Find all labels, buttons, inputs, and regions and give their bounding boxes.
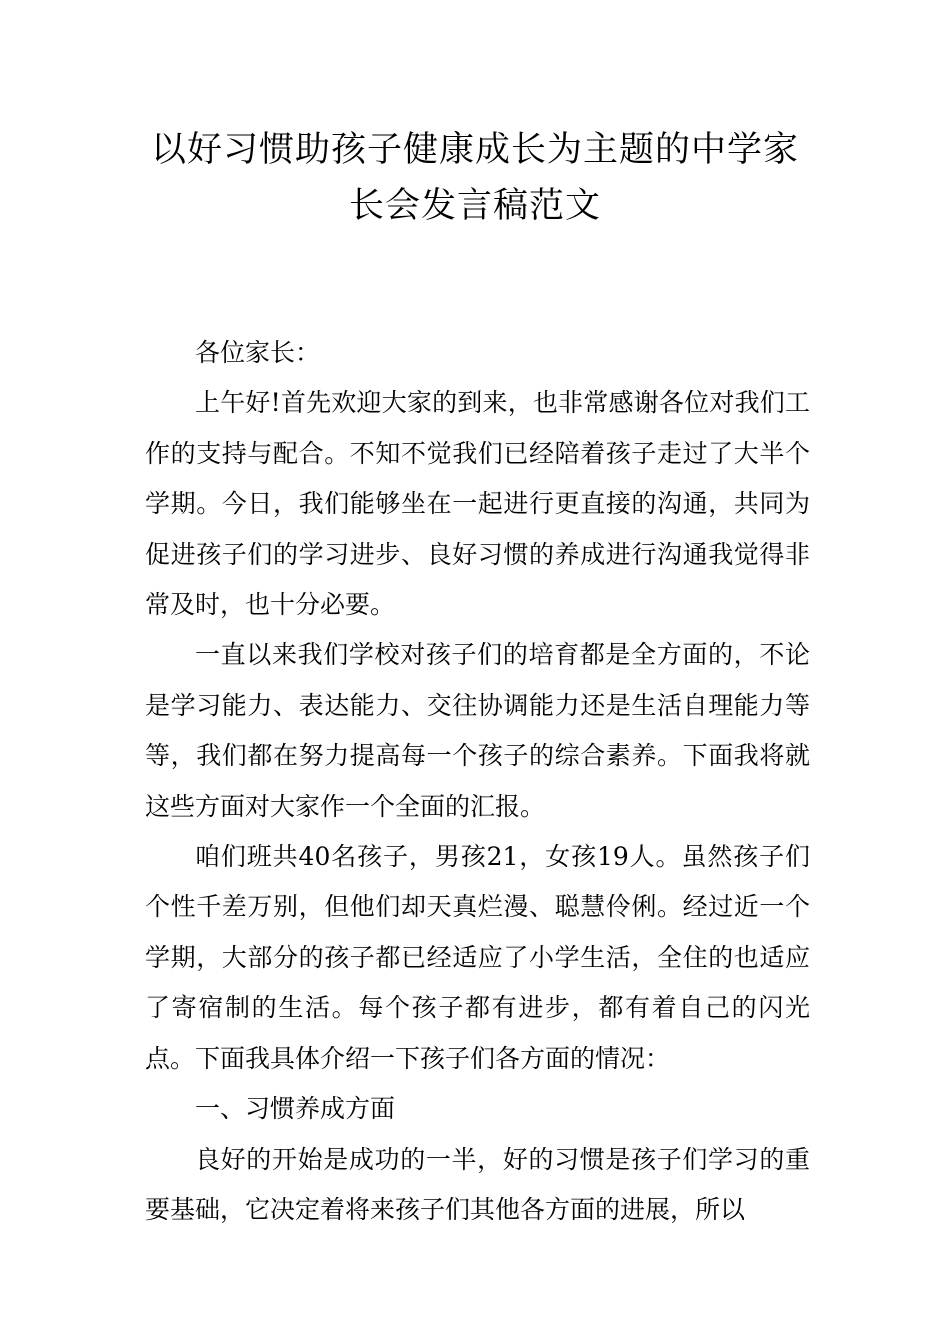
- title-line-2: 长会发言稿范文: [348, 186, 601, 226]
- paragraph: 上午好!首先欢迎大家的到来，也非常感谢各位对我们工作的支持与配合。不知不觉我们已经陪着孩子走过了大半个学期。今日，我们能够坐在一起进行更直接的沟通，共同为促进孩子们的学习进步、良好习惯的养成进行沟通我觉得非常及时，也十分必要。: [145, 388, 810, 620]
- salutation: 各位家长：: [195, 338, 321, 367]
- section-heading: 一、习惯养成方面: [195, 1094, 396, 1124]
- paragraph: 咱们班共40名孩子，男孩21，女孩19人。虽然孩子们个性千差万别，但他们却天真烂漫、聪慧伶俐。经过近一个学期，大部分的孩子都已经适应了小学生活，全住的也适应了寄宿制的生活。每个孩子都有进步，都有着自己的闪光点。下面我具体介绍一下孩子们各方面的情况：: [145, 842, 810, 1073]
- paragraph: 一直以来我们学校对孩子们的培育都是全方面的，不论是学习能力、表达能力、交往协调能力还是生活自理能力等等，我们都在努力提高每一个孩子的综合素养。下面我将就这些方面对大家作一个全面的汇报。: [145, 640, 810, 821]
- title-line-1: 以好习惯助孩子健康成长为主题的中学家: [150, 130, 799, 170]
- paragraph: 良好的开始是成功的一半，好的习惯是孩子们学习的重要基础，它决定着将来孩子们其他各方面的进展，所以: [145, 1144, 810, 1224]
- document-body: [145, 328, 810, 1235]
- document-title: [120, 122, 830, 234]
